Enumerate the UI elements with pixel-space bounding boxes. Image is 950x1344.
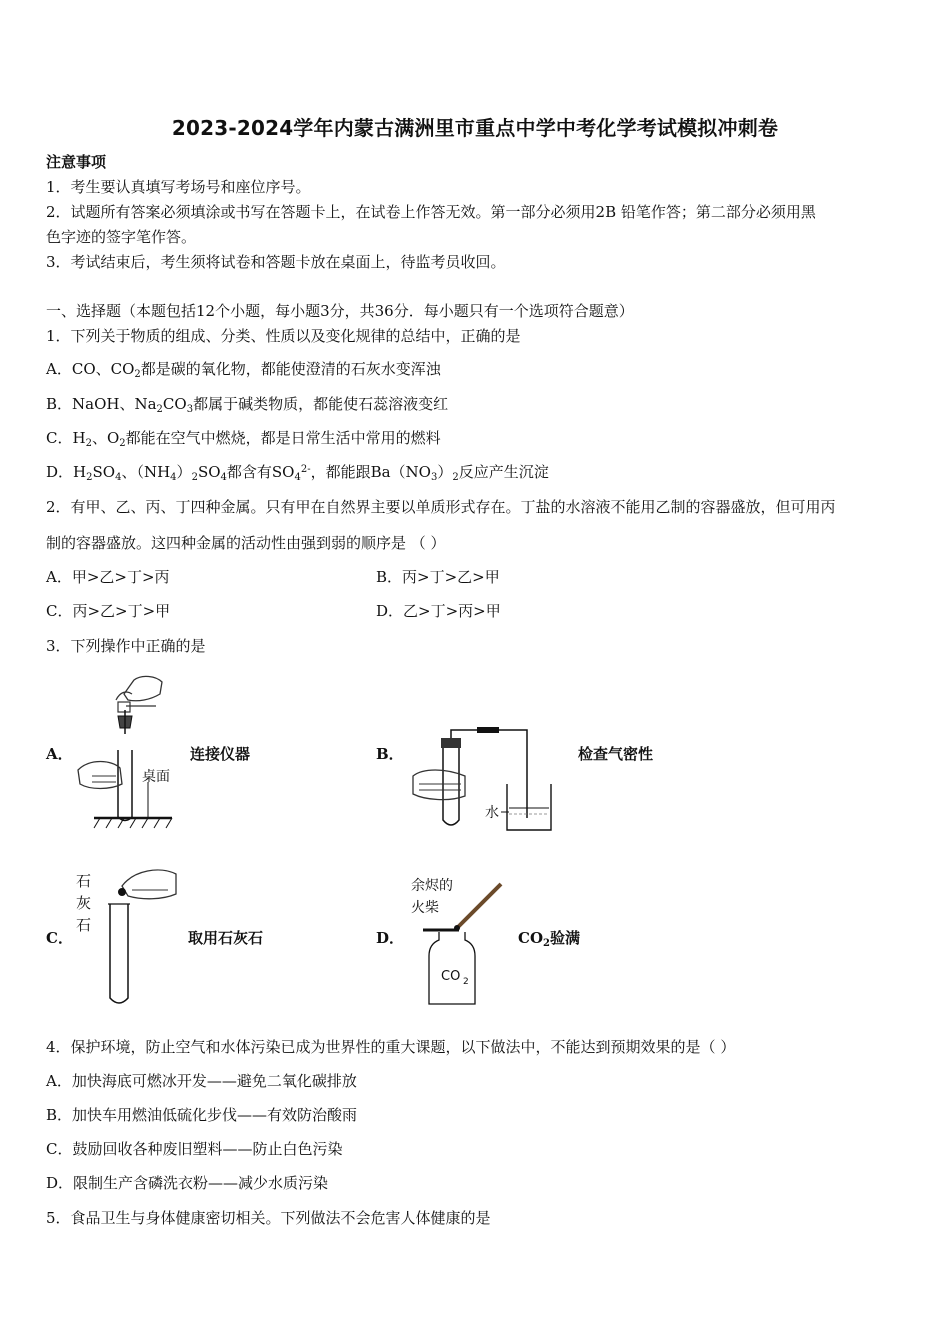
question-1-option-d: D．$H_2SO_4$、$(NH_4)_2SO_4$都含有$SO_4^{2-}$，都能跟$Ba(NO_3)_2$反应产生沉淀 <box>46 463 549 483</box>
notice-item: 色字迹的签字笔作答。 <box>46 228 197 246</box>
question-1-option-a: A．CO、$CO_2$都是碳的氧化物，都能使澄清的石灰水变浑浊 <box>46 360 441 380</box>
question-2-stem: 制的容器盛放。这四种金属的活动性由强到弱的顺序是 （ ） <box>46 534 446 552</box>
question-3-option-c-label: C． <box>46 929 73 947</box>
question-3-option-a-caption: 连接仪器 <box>190 745 251 763</box>
question-4-stem: 4．保护环境，防止空气和水体污染已成为世界性的重大课题，以下做法中，不能达到预期效果的是（ ） <box>46 1038 736 1056</box>
question-1-option-c: C．$H_2$、$O_2$都能在空气中燃烧，都是日常生活中常用的燃料 <box>46 429 441 449</box>
question-4-option-a: A．加快海底可燃冰开发——避免二氧化碳排放 <box>46 1072 357 1090</box>
question-3-option-d-caption: $CO_2$验满 <box>518 929 580 949</box>
question-5-stem: 5．食品卫生与身体健康密切相关。下列做法不会危害人体健康的是 <box>46 1209 491 1227</box>
question-3-option-b-caption: 检查气密性 <box>578 745 654 763</box>
svg-text:石: 石 <box>76 916 92 934</box>
svg-text:石: 石 <box>76 872 92 890</box>
svg-text:火柴: 火柴 <box>411 900 439 916</box>
question-3-stem: 3．下列操作中正确的是 <box>46 637 206 655</box>
notice-item: 1．考生要认真填写考场号和座位序号。 <box>46 178 311 196</box>
section-heading: 一、选择题（本题包括12个小题，每小题3分，共36分．每小题只有一个选项符合题意） <box>46 302 634 320</box>
svg-text:2: 2 <box>463 977 469 987</box>
limestone-into-tube-illustration <box>72 864 182 1010</box>
page-title: 2023-2024学年内蒙古满洲里市重点中学中考化学考试模拟冲刺卷 <box>171 116 779 140</box>
co2-full-check-illustration <box>405 870 510 1010</box>
question-4-option-c: C．鼓励回收各种废旧塑料——防止白色污染 <box>46 1140 343 1158</box>
question-2-option-a: A．甲>乙>丁>丙 <box>46 568 170 586</box>
question-3-option-c-caption: 取用石灰石 <box>188 929 264 947</box>
question-2-stem: 2．有甲、乙、丙、丁四种金属。只有甲在自然界主要以单质形式存在。丁盐的水溶液不能用乙制的容器盛放，但可用丙 <box>46 498 836 516</box>
notice-item: 2．试题所有答案必须填涂或书写在答题卡上，在试卷上作答无效。第一部分必须用2B 铅笔作答；第二部分必须用黑 <box>46 203 816 221</box>
svg-text:CO: CO <box>441 969 461 984</box>
question-1-option-b: B．NaOH、$Na_2CO_3$都属于碱类物质，都能使石蕊溶液变红 <box>46 395 449 415</box>
question-4-option-b: B．加快车用燃油低硫化步伐——有效防治酸雨 <box>46 1106 358 1124</box>
question-2-option-b: B．丙>丁>乙>甲 <box>376 568 500 586</box>
question-2-option-d: D．乙>丁>丙>甲 <box>376 602 501 620</box>
water-label: 水 <box>485 805 499 821</box>
question-3-option-b-label: B． <box>376 745 404 763</box>
notice-heading: 注意事项 <box>46 153 107 171</box>
question-4-option-d: D．限制生产含磷洗衣粉——减少水质污染 <box>46 1174 329 1192</box>
svg-text:灰: 灰 <box>76 894 92 912</box>
question-3-option-a-label: A． <box>46 745 73 763</box>
desk-label: 桌面 <box>142 769 170 785</box>
question-1-stem: 1．下列关于物质的组成、分类、性质以及变化规律的总结中，正确的是 <box>46 327 521 345</box>
notice-item: 3．考试结束后，考生须将试卷和答题卡放在桌面上，待监考员收回。 <box>46 253 506 271</box>
question-3-option-d-label: D． <box>376 929 405 947</box>
question-2-option-c: C．丙>乙>丁>甲 <box>46 602 171 620</box>
svg-text:余烬的: 余烬的 <box>411 878 453 894</box>
stopper-into-tube-illustration <box>72 672 187 832</box>
airtightness-check-illustration <box>405 724 557 836</box>
